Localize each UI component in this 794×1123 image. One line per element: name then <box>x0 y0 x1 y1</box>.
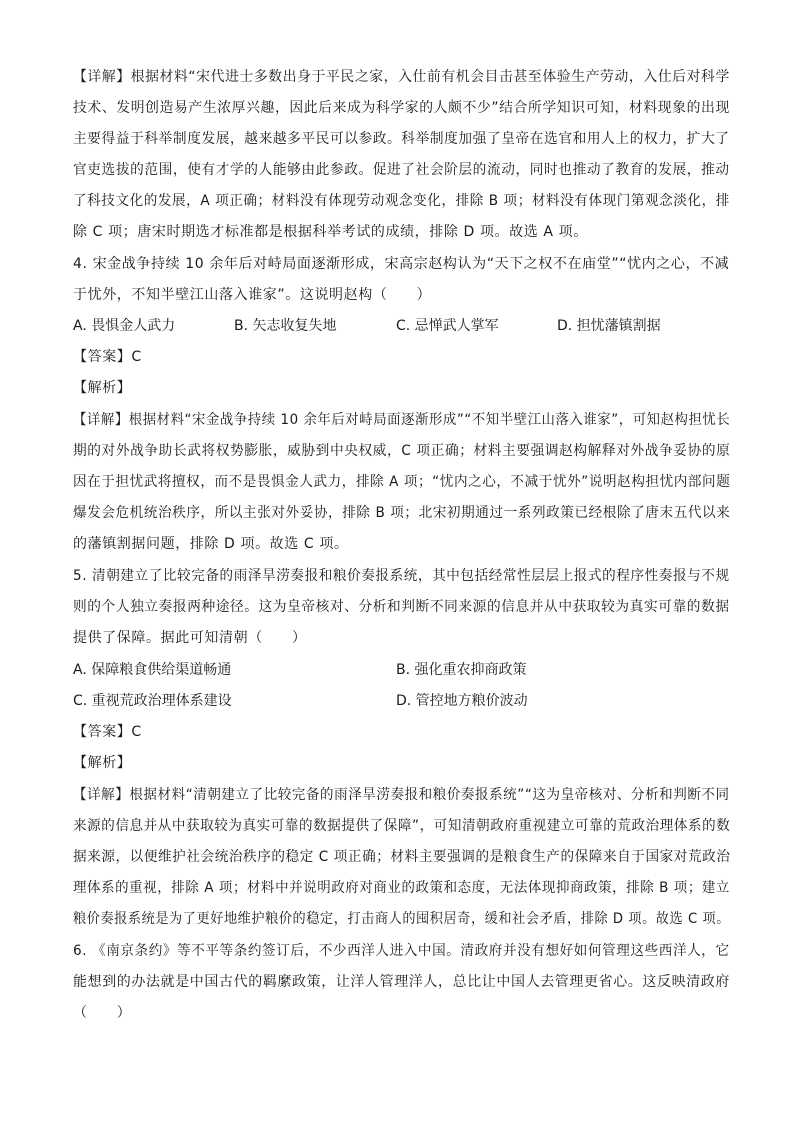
explanation-line: 官吏选拔的范围，使有才学的人能够由此参政。促进了社会阶层的流动，同时也推动了教育的发展，推动 <box>73 162 730 178</box>
explanation-line: 据来源，以便维护社会统治秩序的稳定 C 项正确；材料主要强调的是粮食生产的保障来自于国家对荒政治 <box>73 849 731 865</box>
question-6-stem: （ ） <box>73 1005 132 1021</box>
explanation-line: 来源的信息并从中获取较为真实可靠的数据提供了保障”，可知清朝政府重视建立可靠的荒政治理体系的数 <box>73 818 731 834</box>
explanation-line: 了科技文化的发展，A 项正确；材料没有体现劳动观念变化，排除 B 项；材料没有体现门第观念淡化，排 <box>73 193 730 209</box>
analysis-label: 【解析】 <box>73 380 132 396</box>
option-c: C. 忌惮武人掌军 <box>396 318 499 334</box>
explanation-line: 爆发会危机统治秩序，所以主张对外妥协，排除 B 项；北宋初期通过一系列政策已经根除了唐末五代以来 <box>73 505 731 521</box>
explanation-line: 【详解】根据材料“宋金战争持续 10 余年后对峙局面逐渐形成”“不知半壁江山落入谁家”，可知赵构担忧长 <box>73 412 731 428</box>
question-6-stem: 6. 《南京条约》等不平等条约签订后，不少西洋人进入中国。清政府并没有想好如何管理这些西洋人，它 <box>73 943 730 959</box>
explanation-line: 技术、发明创造易产生浓厚兴趣，因此后来成为科学家的人颇不少”结合所学知识可知，材料现象的出现 <box>73 100 730 116</box>
explanation-line: 【详解】根据材料“清朝建立了比较完备的雨泽旱涝奏报和粮价奏报系统”“这为皇帝核对、分析和判断不同 <box>73 787 730 803</box>
option-d: D. 管控地方粮价波动 <box>396 693 528 709</box>
question-5-stem: 提供了保障。据此可知清朝（ ） <box>73 630 307 646</box>
question-4-stem: 于忧外，不知半壁江山落入谁家”。这说明赵构（ ） <box>73 287 432 303</box>
answer-label: 【答案】C <box>73 724 142 740</box>
question-5-stem: 则的个人独立奏报两种途径。这为皇帝核对、分析和判断不同来源的信息并从中获取较为真实可靠的数据 <box>73 599 730 615</box>
explanation-line: 【详解】根据材料“宋代进士多数出身于平民之家，入仕前有机会目击甚至体验生产劳动，入仕后对科学 <box>73 69 730 85</box>
question-6-stem: 能想到的办法就是中国古代的羁縻政策，让洋人管理洋人，总比让中国人去管理更省心。这反映清政府 <box>73 974 730 990</box>
analysis-label: 【解析】 <box>73 755 132 771</box>
question-4-stem: 4. 宋金战争持续 10 余年后对峙局面逐渐形成，宋高宗赵构认为“天下之权不在庙堂”“忧内之心，不减 <box>73 256 730 272</box>
explanation-line: 期的对外战争助长武将权势膨胀，威胁到中央权威，C 项正确；材料主要强调赵构解释对外战争妥协的原 <box>73 443 731 459</box>
explanation-line: 粮价奏报系统是为了更好地维护粮价的稳定，打击商人的囤积居奇，缓和社会矛盾，排除 D 项。故选 C 项。 <box>73 911 730 927</box>
explanation-line: 除 C 项；唐宋时期选才标准都是根据科举考试的成绩，排除 D 项。故选 A 项。 <box>73 224 588 240</box>
option-c: C. 重视荒政治理体系建设 <box>73 693 232 709</box>
option-d: D. 担忧藩镇割据 <box>557 318 661 334</box>
answer-label: 【答案】C <box>73 349 142 365</box>
explanation-line: 因在于担忧武将擅权，而不是畏惧金人武力，排除 A 项；“忧内之心，不减于忧外”说明赵构担忧内部问题 <box>73 474 731 490</box>
question-5-stem: 5. 清朝建立了比较完备的雨泽旱涝奏报和粮价奏报系统，其中包括经常性层层上报式的程序性奏报与不规 <box>73 568 730 584</box>
explanation-line: 主要得益于科举制度发展，越来越多平民可以参政。科举制度加强了皇帝在选官和用人上的权力，扩大了 <box>73 131 730 147</box>
option-a: A. 保障粮食供给渠道畅通 <box>73 662 232 678</box>
option-b: B. 矢志收复失地 <box>234 318 337 334</box>
option-b: B. 强化重农抑商政策 <box>396 662 527 678</box>
explanation-line: 理体系的重视，排除 A 项；材料中并说明政府对商业的政策和态度，无法体现抑商政策，排除 B 项；建立 <box>73 880 730 896</box>
option-a: A. 畏惧金人武力 <box>73 318 176 334</box>
explanation-line: 的藩镇割据问题，排除 D 项。故选 C 项。 <box>73 536 349 552</box>
